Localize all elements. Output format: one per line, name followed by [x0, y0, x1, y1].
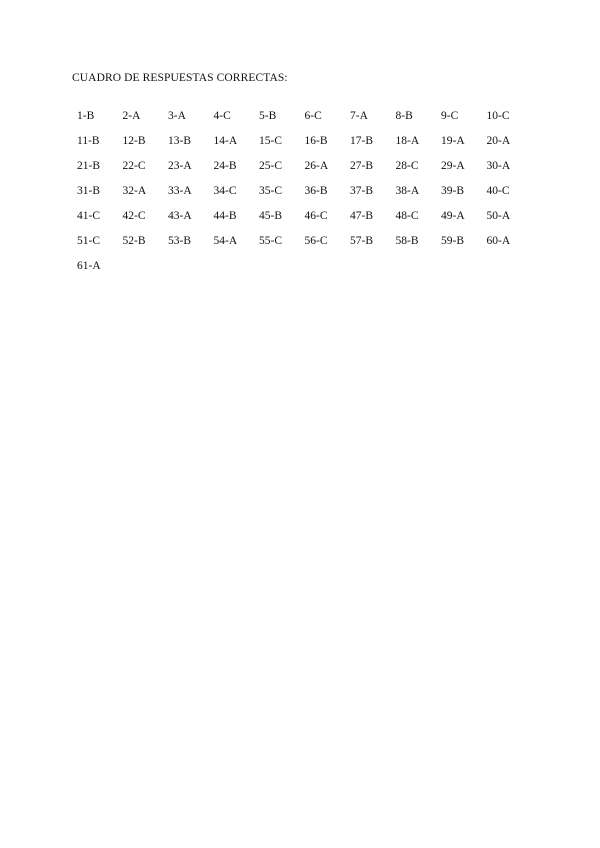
- answer-item: 46-C: [304, 210, 328, 222]
- answer-item: 16-B: [304, 135, 328, 147]
- answer-item: 41-C: [77, 210, 100, 222]
- answer-item: 47-B: [350, 210, 373, 222]
- answer-item: 17-B: [350, 135, 373, 147]
- answer-item: 38-A: [395, 185, 420, 197]
- answer-item: 20-A: [486, 135, 511, 147]
- page-title: CUADRO DE RESPUESTAS CORRECTAS:: [72, 72, 288, 84]
- answer-item: 19-A: [441, 135, 465, 147]
- answer-item: 12-B: [122, 135, 146, 147]
- answer-item: 48-C: [395, 210, 419, 222]
- answer-item: 51-C: [77, 235, 100, 247]
- answer-item: 28-C: [395, 160, 419, 172]
- answer-item: 25-C: [259, 160, 282, 172]
- answer-item: 44-B: [213, 210, 237, 222]
- answer-item: 53-B: [168, 235, 191, 247]
- answer-item: 23-A: [168, 160, 192, 172]
- answer-item: 11-B: [77, 135, 100, 147]
- answer-item: 6-C: [304, 110, 322, 122]
- answer-grid: [77, 108, 537, 283]
- answer-item: 9-C: [441, 110, 459, 122]
- answer-item: 18-A: [395, 135, 420, 147]
- answer-item: 3-A: [168, 110, 186, 122]
- answer-item: 4-C: [213, 110, 231, 122]
- answer-item: 13-B: [168, 135, 191, 147]
- answer-item: 24-B: [213, 160, 237, 172]
- answer-item: 55-C: [259, 235, 282, 247]
- answer-item: 60-A: [486, 235, 511, 247]
- answer-item: 1-B: [77, 110, 95, 122]
- answer-item: 34-C: [213, 185, 237, 197]
- answer-item: 15-C: [259, 135, 282, 147]
- answer-item: 54-A: [213, 235, 238, 247]
- answer-item: 22-C: [122, 160, 146, 172]
- answer-item: 35-C: [259, 185, 282, 197]
- answer-item: 43-A: [168, 210, 192, 222]
- answer-item: 40-C: [486, 185, 510, 197]
- answer-item: 2-A: [122, 110, 141, 122]
- answer-item: 36-B: [304, 185, 328, 197]
- answer-item: 10-C: [486, 110, 510, 122]
- answer-item: 45-B: [259, 210, 282, 222]
- answer-item: 5-B: [259, 110, 277, 122]
- answer-item: 57-B: [350, 235, 373, 247]
- answer-item: 33-A: [168, 185, 192, 197]
- answer-item: 26-A: [304, 160, 329, 172]
- answer-item: 21-B: [77, 160, 100, 172]
- answer-item: 27-B: [350, 160, 373, 172]
- answer-item: 14-A: [213, 135, 238, 147]
- answer-item: 39-B: [441, 185, 464, 197]
- answer-item: 29-A: [441, 160, 465, 172]
- answer-item: 56-C: [304, 235, 328, 247]
- answer-item: 61-A: [77, 260, 101, 272]
- answer-item: 50-A: [486, 210, 511, 222]
- answer-item: 37-B: [350, 185, 373, 197]
- answer-item: 58-B: [395, 235, 419, 247]
- answer-item: 32-A: [122, 185, 147, 197]
- answer-item: 52-B: [122, 235, 146, 247]
- answer-item: 8-B: [395, 110, 413, 122]
- answer-item: 31-B: [77, 185, 100, 197]
- answer-item: 49-A: [441, 210, 465, 222]
- answer-item: 30-A: [486, 160, 511, 172]
- answer-item: 42-C: [122, 210, 146, 222]
- answer-item: 59-B: [441, 235, 464, 247]
- answer-item: 7-A: [350, 110, 368, 122]
